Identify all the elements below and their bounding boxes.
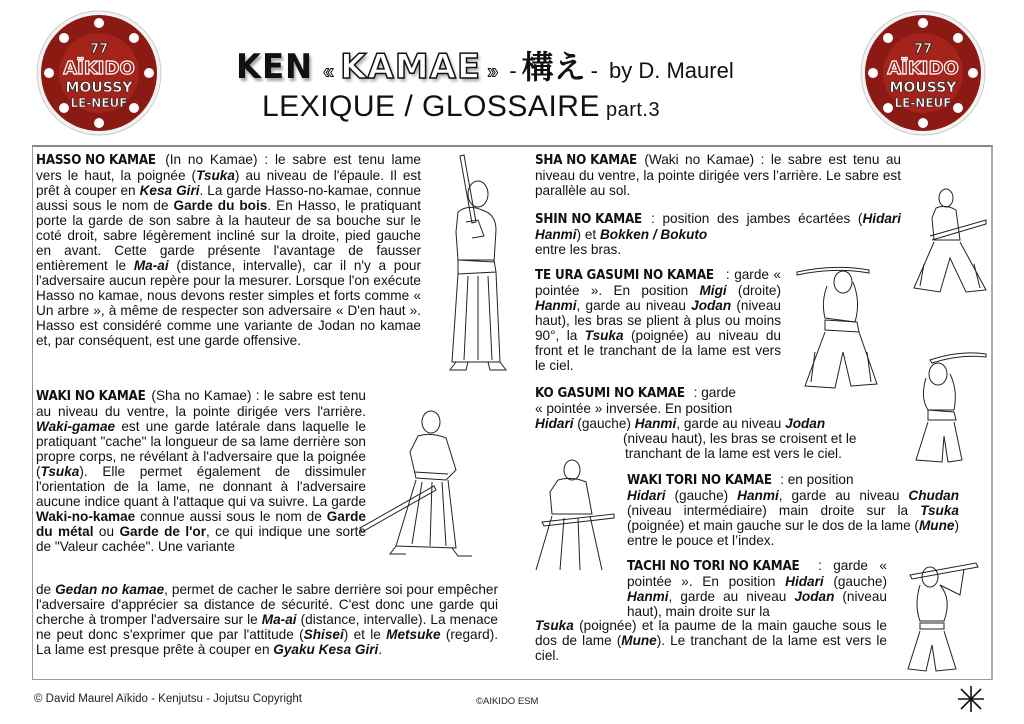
title-dash: - xyxy=(509,58,517,83)
entry-waki-no-kamae-continued: de Gedan no kamae, permet de cacher le sabre derrière soi pour empêcher l'adversaire d'apprécier sa distance de sécurité. C'est donc une garde qui cherche à tromper l'adversaire sur le Ma-ai (distance, intervalle). La menace ne peut donc s'exprimer que par l'attitude (Shisei) et le Metsuke (regard). La lame est presque prête à couper en Gyaku Kesa Giri. xyxy=(36,582,498,657)
svg-text:77: 77 xyxy=(913,42,933,57)
tachi-figure-illustration xyxy=(900,555,985,675)
term-heading: HASSO NO KAMAE xyxy=(36,153,156,168)
entry-waki-tori-no-kamae: WAKI TORI NO KAMAE : en position Hidari (gauche) Hanmi, garde au niveau Chudan (niveau intermédiaire) main droite sur la Tsuka (poignée) et main gauche sur le dos de la lame (Mune) entre le pouce et l’index. xyxy=(627,472,959,548)
entry-waki-no-kamae: WAKI NO KAMAE (Sha no Kamae) : le sabre est tenu au niveau du ventre, la pointe dirigée vers l'arrière. Waki-gamae est une garde latérale dans laquelle le pratiquant "cache" la longueur de sa lame derrière son propre corps, ne révélant à l'adversaire que la poignée (Tsuka). Elle permet également de dissimuler l'orientation de la lame, ne donnant à l'adversaire aucune indice quant à l'attaque qui va suivre. La garde Waki-no-kamae connue aussi sous le nom de Garde du métal ou Garde de l'or, ce qui indique une sorte de "Valeur cachée". Une variante xyxy=(36,388,366,554)
term-heading: SHIN NO KAMAE xyxy=(535,212,643,227)
waki-figure-illustration xyxy=(356,408,476,558)
svg-text:AÏKIDO: AÏKIDO xyxy=(887,58,959,79)
title-open-guillemet: « xyxy=(323,61,335,83)
shin-figure-illustration xyxy=(910,188,990,298)
entry-ko-gasumi-no-kamae: KO GASUMI NO KAMAE : garde « pointée » inversée. En position Hidari (gauche) Hanmi, garde au niveau Jodan (niveau haut), les bras se croisent et le tranchant de la lame est vers le ciel. xyxy=(535,385,857,461)
term-heading: WAKI TORI NO KAMAE xyxy=(627,473,772,488)
title-kamae: KAMAE xyxy=(340,47,482,87)
svg-text:LE-NEUF: LE-NEUF xyxy=(70,96,128,110)
term-heading: KO GASUMI NO KAMAE xyxy=(535,386,685,401)
page-subtitle xyxy=(262,90,660,124)
page-title xyxy=(236,42,734,86)
title-close-guillemet: » xyxy=(487,61,499,83)
entry-sha-no-kamae: SHA NO KAMAE (Waki no Kamae) : le sabre est tenu au niveau du ventre, la pointe dirigée vers l’arrière. Le sabre est parallèle au sol. xyxy=(535,152,901,198)
subtitle-main: LEXIQUE / GLOSSAIRE xyxy=(262,90,600,123)
svg-text:AÏKIDO: AÏKIDO xyxy=(63,58,135,79)
term-heading: SHA NO KAMAE xyxy=(535,153,638,168)
footer-copyright-author: © David Maurel Aïkido - Kenjutsu - Jojutsu Copyright xyxy=(34,693,302,705)
svg-text:MOUSSY: MOUSSY xyxy=(889,80,957,96)
ko-gasumi-figure-illustration xyxy=(910,350,990,465)
entry-tachi-no-tori-no-kamae: TACHI NO TORI NO KAMAE : garde « pointée ». En position Hidari (gauche) Hanmi, garde au niveau Jodan (niveau haut), main droite sur la xyxy=(627,558,887,619)
entry-hasso-no-kamae: HASSO NO KAMAE (In no Kamae) : le sabre est tenu lame vers le haut, la poignée (Tsuka) au niveau de l'épaule. Il est prêt à couper en Kesa Giri. La garde Hasso-no-kamae, connue aussi sous le nom de Garde du bois. En Hasso, le pratiquant porte la garde de son sabre à la hauteur de sa bouche sur le coté droit, sabre légèrement incliné sur la droite, pied gauche en avant. Cette garde présente l'avantage de fausser entièrement le Ma-ai (distance, intervalle), car il n'y a pour l'adversaire aucun repère pour la mesurer. Lorsque l'on exécute Hasso no kamae, nous devons rester simples et forts comme « Un arbre », à même de respecter son adversaire « D'en haut ». Hasso est considéré comme une variante de Jodan no kamae et, par conséquent, est une garde offensive. xyxy=(36,152,421,348)
aikido-moussy-logo-icon xyxy=(858,8,988,138)
svg-text:77: 77 xyxy=(89,42,109,57)
aikido-moussy-logo-icon xyxy=(34,8,164,138)
title-dash: - xyxy=(590,58,598,83)
club-logo-right xyxy=(858,8,988,138)
entry-te-ura-gasumi-no-kamae: TE URA GASUMI NO KAMAE : garde « pointée ». En position Migi (droite) Hanmi, garde au niveau Jodan (niveau haut), les bras se plient à plus ou moins 90°, la Tsuka (poignée) au niveau du front et le tranchant de la lame est vers le ciel. xyxy=(535,267,781,373)
title-ken: KEN xyxy=(236,47,313,87)
subtitle-part: part.3 xyxy=(605,99,661,121)
term-heading: WAKI NO KAMAE xyxy=(36,389,146,404)
footer-copyright-esm: ©AIKIDO ESM xyxy=(476,696,539,707)
entry-shin-no-kamae: SHIN NO KAMAE : position des jambes écartées (Hidari Hanmi) et Bokken / Bokuto entre les bras. xyxy=(535,211,901,257)
hasso-figure-illustration xyxy=(438,152,508,377)
term-heading: TACHI NO TORI NO KAMAE xyxy=(627,559,800,574)
entry-tachi-no-tori-no-kamae-continued: Tsuka (poignée) et la paume de la main gauche sous le dos de lame (Mune). Le tranchant de la lame est vers le ciel. xyxy=(535,618,887,663)
te-ura-gasumi-figure-illustration xyxy=(795,262,885,392)
title-byline: by D. Maurel xyxy=(609,58,734,83)
title-kanji: 構え xyxy=(521,49,586,85)
waki-tori-figure-illustration xyxy=(530,458,620,573)
svg-text:MOUSSY: MOUSSY xyxy=(65,80,133,96)
term-heading: TE URA GASUMI NO KAMAE xyxy=(535,268,714,283)
asterisk-icon xyxy=(956,684,986,714)
svg-text:LE-NEUF: LE-NEUF xyxy=(894,96,952,110)
club-logo-left xyxy=(34,8,164,138)
